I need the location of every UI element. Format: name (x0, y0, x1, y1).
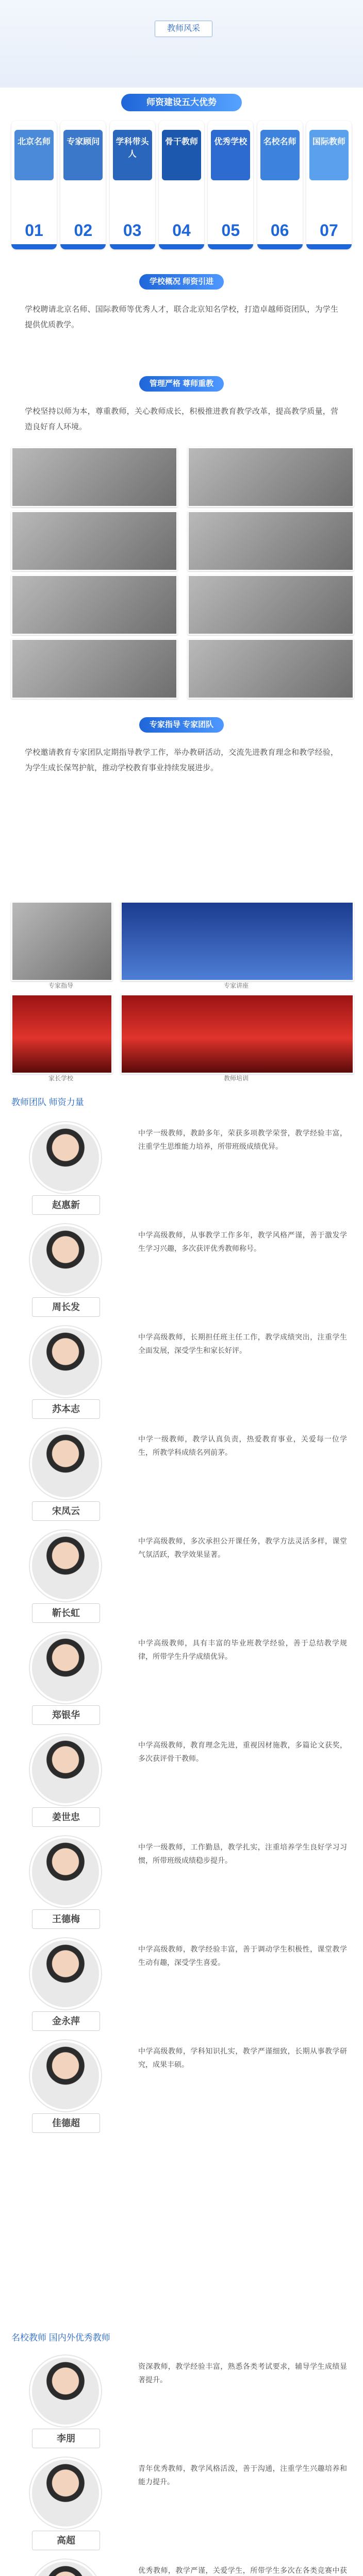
avatar (32, 1940, 99, 2007)
section-paragraph: 学校坚持以师为本，尊重教师，关心教师成长，积极推进教育教学改革，提高教学质量，营造良好育人环境。 (25, 407, 338, 431)
teacher-name: 姜世忠 (32, 1807, 100, 1827)
advantage-card-label: 名校名师 (260, 130, 300, 180)
advantage-card-number: 06 (270, 221, 289, 240)
avatar (32, 1838, 99, 1905)
teacher-bio: 中学一级教师，工作勤恳，教学扎实，注重培养学生良好学习习惯，所带班级成绩稳步提升。 (138, 1843, 347, 1865)
advantage-card (257, 121, 303, 249)
teacher-bio: 中学一级教师，教龄多年，荣获多项教学荣誉，教学经验丰富，注重学生思维能力培养，所带班级成绩优异。 (138, 1129, 347, 1150)
advantage-card-number: 01 (25, 221, 43, 240)
teacher-name: 王德梅 (32, 1909, 100, 1929)
advantages-heading: 师资建设五大优势 (121, 94, 242, 111)
photo (121, 994, 354, 1074)
avatar (32, 2358, 99, 2425)
card-accent-bar (110, 244, 155, 249)
avatar (32, 2460, 99, 2527)
advantage-card-label: 骨干教师 (162, 130, 201, 180)
card-accent-bar (257, 244, 303, 249)
teacher-bio: 青年优秀教师，教学风格活泼，善于沟通，注重学生兴趣培养和能力提升。 (138, 2464, 347, 2486)
section-heading: 管理严格 尊师重教 (139, 376, 224, 392)
section-heading: 学校概况 师资引进 (139, 274, 224, 290)
avatar (32, 1736, 99, 1803)
teacher-bio: 中学一级教师，教学认真负责，热爱教育事业，关爱每一位学生，所教学科成绩名列前茅。 (138, 1435, 347, 1456)
teacher-bio: 资深教师，教学经验丰富，熟悉各类考试要求，辅导学生成绩显著提升。 (138, 2362, 347, 2384)
section-paragraph: 学校邀请教育专家团队定期指导教学工作，举办教研活动，交流先进教育理念和教学经验，为学生成长保驾护航，推动学校教育事业持续发展进步。 (25, 748, 338, 772)
teacher-bio: 中学高级教师，从事教学工作多年，教学风格严谨，善于激发学生学习兴趣，多次获评优秀教师称号。 (138, 1231, 347, 1252)
page-title: 教师风采 (155, 21, 212, 37)
avatar (32, 1634, 99, 1701)
photo (11, 575, 177, 635)
top-banner (0, 0, 363, 88)
advantage-card (208, 121, 253, 249)
photo (11, 639, 177, 699)
teacher-name: 靳长虹 (32, 1603, 100, 1623)
advantage-card-number: 02 (74, 221, 93, 240)
teacher-bio: 中学高级教师，多次承担公开课任务，教学方法灵活多样，课堂气氛活跃，教学效果显著。 (138, 1537, 347, 1558)
photo (188, 575, 354, 635)
teacher-name: 李朋 (32, 2429, 100, 2448)
teacher-name: 高超 (32, 2531, 100, 2550)
advantage-card (306, 121, 352, 249)
advantage-card-label: 优秀学校 (211, 130, 250, 180)
teacher-bio: 中学高级教师，长期担任班主任工作，教学成绩突出，注重学生全面发展，深受学生和家长好评。 (138, 1333, 347, 1354)
photo (11, 447, 177, 507)
teacher-bio: 优秀教师，教学严谨，关爱学生，所带学生多次在各类竞赛中获 (138, 2566, 347, 2574)
card-accent-bar (208, 244, 253, 249)
teacher-name: 佳德超 (32, 2113, 100, 2133)
photo (188, 639, 354, 699)
photo (121, 902, 354, 981)
section-strip-title: 教师团队 师资力量 (11, 1097, 84, 1107)
teacher-name: 郑银华 (32, 1705, 100, 1725)
teacher-name: 周长发 (32, 1297, 100, 1317)
photo (188, 511, 354, 571)
card-accent-bar (306, 244, 352, 249)
advantage-card-number: 04 (172, 221, 191, 240)
advantage-card-number: 03 (123, 221, 142, 240)
advantage-card-label: 国际教师 (309, 130, 349, 180)
teacher-name: 金永萍 (32, 2011, 100, 2031)
advantage-card (159, 121, 204, 249)
avatar (32, 1532, 99, 1599)
photo (11, 902, 112, 981)
teacher-bio: 中学高级教师，教学经验丰富，善于调动学生积极性，课堂教学生动有趣，深受学生喜爱。 (138, 1945, 347, 1967)
teacher-name: 宋凤云 (32, 1501, 100, 1521)
card-accent-bar (159, 244, 204, 249)
advantage-card-label: 北京名师 (14, 130, 54, 180)
photo-caption: 家长学校 (48, 1075, 73, 1082)
avatar (32, 1226, 99, 1293)
section-paragraph: 学校聘请北京名师、国际教师等优秀人才，联合北京知名学校，打造卓越师资团队，为学生提供优质教学。 (25, 305, 338, 329)
card-accent-bar (11, 244, 57, 249)
photo-caption: 教师培训 (223, 1075, 249, 1082)
photo (11, 511, 177, 571)
section-heading: 专家指导 专家团队 (139, 717, 224, 733)
teacher-name: 苏本志 (32, 1399, 100, 1419)
teacher-name: 赵惠新 (32, 1195, 100, 1215)
advantage-cards (11, 121, 352, 249)
photo (188, 447, 354, 507)
avatar (32, 2042, 99, 2109)
avatar (32, 2562, 99, 2576)
avatar (32, 1328, 99, 1395)
photo-caption: 专家指导 (48, 982, 73, 989)
advantage-card-label: 学科带头人 (113, 130, 152, 180)
advantage-card-number: 05 (221, 221, 240, 240)
advantage-card (11, 121, 57, 249)
teacher-bio: 中学高级教师，教育理念先进，重视因材施教，多篇论文获奖，多次获评骨干教师。 (138, 1741, 347, 1762)
avatar (32, 1430, 99, 1497)
card-accent-bar (60, 244, 106, 249)
teacher-bio: 中学高级教师，学科知识扎实，教学严谨细致，长期从事教学研究，成果丰硕。 (138, 2047, 347, 2069)
advantage-card-label: 专家顾问 (63, 130, 103, 180)
teacher-bio: 中学高级教师，具有丰富的毕业班教学经验，善于总结教学规律，所带学生升学成绩优异。 (138, 1639, 347, 1660)
advantage-card (110, 121, 155, 249)
advantage-card-number: 07 (320, 221, 338, 240)
photo-caption: 专家讲座 (223, 982, 249, 989)
avatar (32, 1124, 99, 1191)
section-strip-title: 名校教师 国内外优秀教师 (11, 2333, 110, 2343)
photo (11, 994, 112, 1074)
advantage-card (60, 121, 106, 249)
